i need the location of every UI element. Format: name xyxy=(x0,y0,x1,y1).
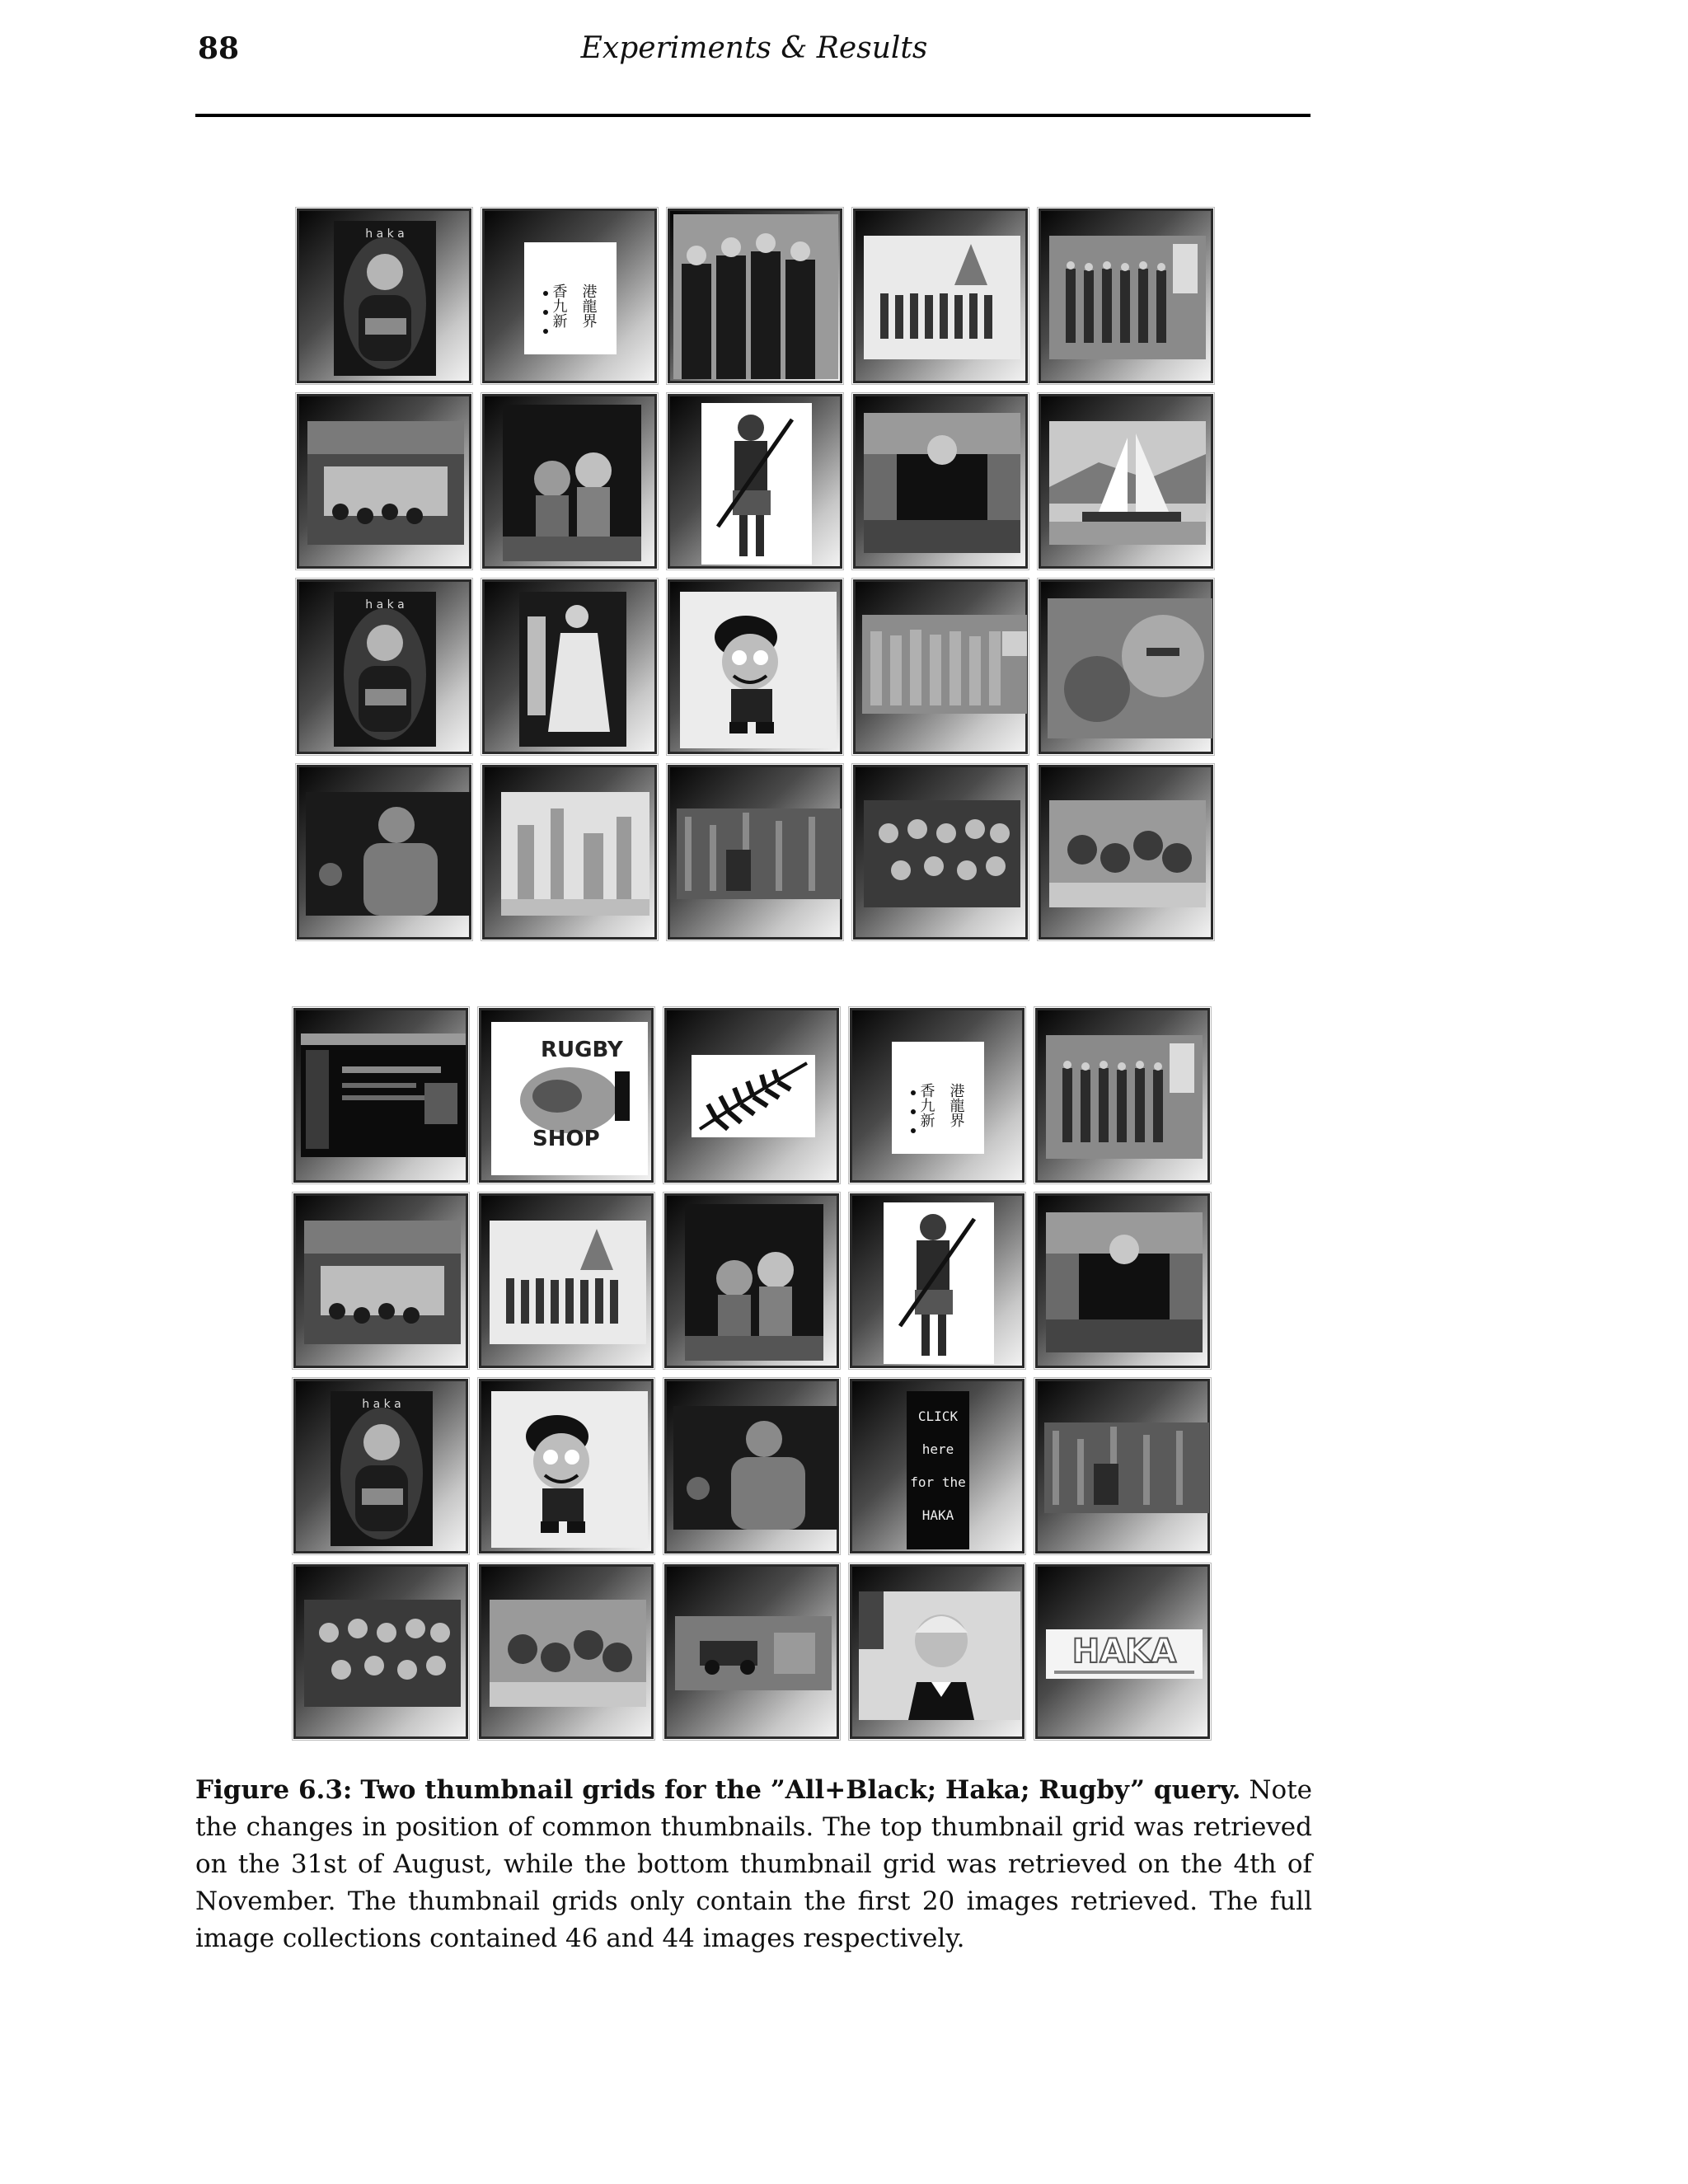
figure-label: Figure 6.3: xyxy=(195,1775,353,1805)
thumbnail[interactable] xyxy=(1035,1379,1210,1554)
rugby-shop-top-text: RUGBY xyxy=(541,1038,623,1062)
thumbnail[interactable] xyxy=(479,1193,654,1368)
thumbnail[interactable] xyxy=(853,209,1028,383)
dancer-costume-image xyxy=(519,592,626,747)
thumbnail[interactable] xyxy=(664,1008,839,1183)
chinese-col1: 香九新 xyxy=(917,1083,935,1127)
thumbnail[interactable] xyxy=(850,1008,1025,1183)
thumbnail[interactable] xyxy=(482,394,657,569)
website-screenshot-image xyxy=(301,1033,466,1157)
team-group-image xyxy=(673,214,838,379)
thumbnail[interactable] xyxy=(293,1564,468,1739)
soldiers-indoor-image xyxy=(1049,236,1206,359)
thumbnail[interactable] xyxy=(850,1379,1025,1554)
thumbnail[interactable] xyxy=(668,394,842,569)
thumbnail[interactable] xyxy=(850,1564,1025,1739)
thumbnail[interactable] xyxy=(297,579,471,754)
thumbnail[interactable] xyxy=(293,1008,468,1183)
chinese-text-image xyxy=(892,1042,984,1154)
warrior-taiaha-image xyxy=(701,403,812,565)
haka-title-text: h a k a xyxy=(362,1398,401,1411)
night-dancers-image xyxy=(503,405,641,561)
haka-title-text: h a k a xyxy=(365,227,405,241)
thumbnail[interactable] xyxy=(668,579,842,754)
page-header xyxy=(198,31,1311,81)
rugby-haka-crowd-image xyxy=(1046,1212,1203,1352)
soldiers-line-image xyxy=(864,236,1020,359)
thumbnail[interactable] xyxy=(664,1193,839,1368)
thumbnail[interactable] xyxy=(482,209,657,383)
thumbnail[interactable] xyxy=(853,579,1028,754)
rugby-haka-crowd-image xyxy=(864,413,1020,553)
thumbnail[interactable] xyxy=(1035,1193,1210,1368)
haka-title-text: h a k a xyxy=(365,598,405,612)
woman-portrait-image xyxy=(859,1591,1020,1720)
haka-banner-image xyxy=(1046,1629,1203,1679)
forest-scene-image xyxy=(677,808,842,899)
figure-title: Two thumbnail grids for the ”All+Black; Haka; Rugby” query. xyxy=(360,1775,1241,1805)
chinese-col2: 港龍界 xyxy=(947,1083,965,1127)
thumbnail[interactable] xyxy=(853,765,1028,940)
haka-banner-text: HAKA xyxy=(1071,1633,1177,1671)
thumbnail[interactable] xyxy=(668,209,842,383)
shirtless-player-image xyxy=(306,792,471,916)
cemetery-image xyxy=(501,792,649,916)
rugby-match-image xyxy=(490,1600,646,1707)
thumbnail[interactable] xyxy=(293,1379,468,1554)
rugby-match-image xyxy=(1049,800,1206,907)
thumbnail[interactable] xyxy=(1039,765,1213,940)
thumbnail[interactable] xyxy=(853,394,1028,569)
haka-portrait-image xyxy=(334,592,436,747)
haka-portrait-image xyxy=(331,1391,433,1546)
faces-closeup-image xyxy=(1048,598,1212,738)
thumbnail[interactable] xyxy=(1039,579,1213,754)
thumbnail[interactable] xyxy=(668,765,842,940)
thumbnail[interactable] xyxy=(482,579,657,754)
night-dancers-image xyxy=(685,1204,823,1361)
click-line-3: for the xyxy=(910,1474,966,1490)
thumbnail[interactable] xyxy=(664,1379,839,1554)
click-line-4: HAKA xyxy=(921,1507,954,1523)
figure-caption xyxy=(195,1772,1312,1957)
click-line-1: CLICK xyxy=(917,1408,959,1424)
rugby-shop-logo-image xyxy=(491,1022,648,1175)
soldiers-indoor-image xyxy=(1046,1035,1203,1159)
thumbnail[interactable] xyxy=(479,1564,654,1739)
thumbnail[interactable] xyxy=(479,1379,654,1554)
thumbnail[interactable] xyxy=(297,209,471,383)
thumbnail[interactable] xyxy=(1039,394,1213,569)
thumbnail[interactable] xyxy=(1035,1008,1210,1183)
cartoon-character-image xyxy=(491,1391,648,1548)
forest-scene-image xyxy=(1044,1422,1209,1513)
chinese-col2: 港龍界 xyxy=(579,284,598,328)
vehicle-scene-image xyxy=(675,1616,832,1690)
thumbnail[interactable] xyxy=(1039,209,1213,383)
thumbnail[interactable] xyxy=(479,1008,654,1183)
thumbnail-grid-bottom xyxy=(293,1008,1210,1739)
shirtless-player-image xyxy=(673,1406,838,1530)
sailing-ship-image xyxy=(1049,421,1206,545)
thumbnail[interactable] xyxy=(850,1193,1025,1368)
rugby-shop-bottom-text: SHOP xyxy=(532,1127,600,1151)
page-number: 88 xyxy=(198,31,240,66)
soldiers-line-image xyxy=(490,1221,646,1344)
thumbnail[interactable] xyxy=(293,1193,468,1368)
chinese-col1: 香九新 xyxy=(550,284,568,328)
silver-fern-image xyxy=(692,1055,815,1137)
meeting-house-image xyxy=(304,1221,461,1344)
figure-body: Note the changes in position of common thumbnails. The top thumbnail grid was retrieved on the 31st of August, while the bottom thumbnail grid was retrieved on the 4th of November. The thumbnail grids only contain the first 20 images retrieved. The full image collections contained 46 and 44 images respectively. xyxy=(195,1775,1312,1953)
haka-portrait-image xyxy=(334,221,436,376)
thumbnail[interactable] xyxy=(297,394,471,569)
thumbnail[interactable] xyxy=(664,1564,839,1739)
warrior-taiaha-image xyxy=(884,1202,994,1364)
running-head: Experiments & Results xyxy=(580,31,928,65)
click-line-2: here xyxy=(921,1441,954,1457)
group-photo-image xyxy=(304,1600,461,1707)
group-photo-image xyxy=(864,800,1020,907)
thumbnail-grid-top xyxy=(297,209,1213,940)
cartoon-character-image xyxy=(680,592,837,748)
meeting-house-image xyxy=(307,421,464,545)
haka-line-blurred-image xyxy=(862,615,1027,714)
chinese-text-image xyxy=(524,242,617,354)
thumbnail[interactable] xyxy=(297,765,471,940)
header-rule xyxy=(195,114,1311,117)
click-here-banner-image xyxy=(907,1391,969,1549)
thumbnail[interactable] xyxy=(482,765,657,940)
thumbnail[interactable] xyxy=(1035,1564,1210,1739)
